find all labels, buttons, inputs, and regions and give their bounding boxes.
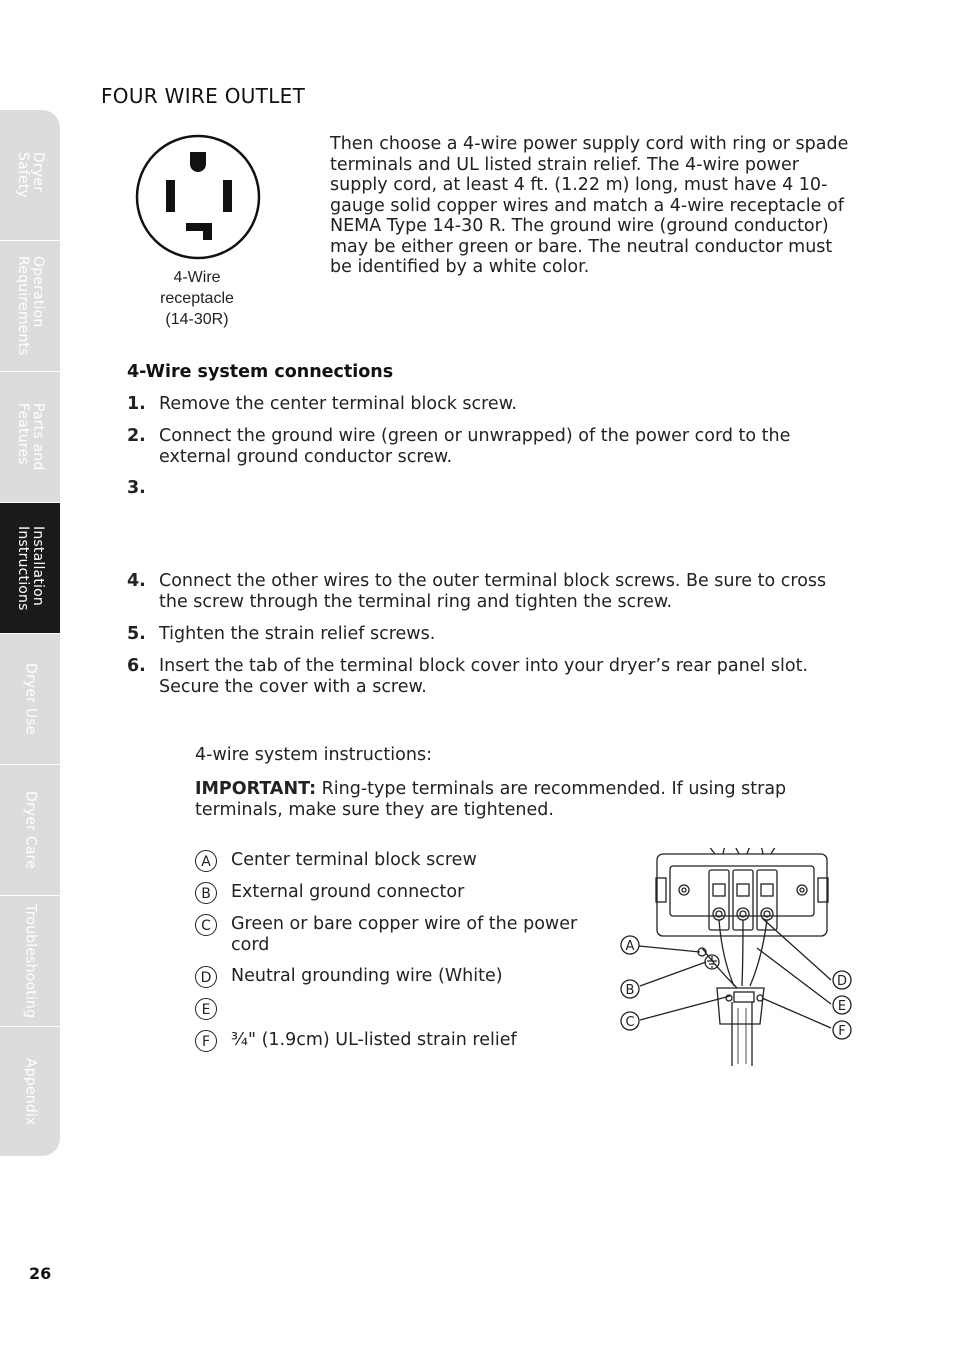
page-number: 26 bbox=[29, 1264, 52, 1283]
callout-e: E bbox=[837, 999, 847, 1014]
instructions-heading: 4-wire system instructions: bbox=[195, 745, 432, 765]
tab-operation-requirements[interactable] bbox=[0, 241, 60, 372]
important-note bbox=[195, 779, 835, 820]
legend-letter: E bbox=[195, 998, 217, 1020]
important-label: IMPORTANT: bbox=[195, 779, 317, 799]
step-text: Remove the center terminal block screw. bbox=[159, 394, 517, 414]
legend-item bbox=[195, 914, 585, 955]
callout-d: D bbox=[836, 974, 848, 989]
tab-label: Dryer Safety bbox=[15, 152, 46, 198]
legend-text: Green or bare copper wire of the power cord bbox=[231, 914, 578, 955]
step-item bbox=[127, 624, 857, 645]
legend-letter: F bbox=[195, 1030, 217, 1052]
step-text: Insert the tab of the terminal block cover into your dryer’s rear panel slot. Secure the cover with a screw. bbox=[159, 656, 809, 697]
tab-label: Appendix bbox=[22, 1058, 39, 1126]
step-text: Tighten the strain relief screws. bbox=[159, 624, 436, 644]
tab-dryer-use[interactable] bbox=[0, 634, 60, 765]
callout-a: A bbox=[625, 939, 635, 954]
legend-text: Center terminal block screw bbox=[231, 850, 477, 870]
section-title: FOUR WIRE OUTLET bbox=[101, 84, 306, 108]
legend-item bbox=[195, 882, 585, 903]
intro-paragraph: Then choose a 4-wire power supply cord with ring or spade terminals and UL listed strain relief. The 4-wire power supply cord, at least 4 ft. (1.22 m) long, must have 4 10-gauge solid copper wires and match a 4-wire receptacle of NEMA Type 14-30 R. The ground wire (ground conductor) may be either green or bare. The neutral conductor must be identified by a white color. bbox=[330, 134, 849, 277]
important-text: Ring-type terminals are recommended. If using strap terminals, make sure they are tightened. bbox=[195, 779, 787, 820]
tab-installation-instructions[interactable] bbox=[0, 503, 60, 634]
tab-label: Parts and Features bbox=[15, 403, 46, 471]
terminal-block-wiring-diagram bbox=[612, 848, 860, 1070]
callout-b: B bbox=[625, 983, 635, 998]
four-wire-receptacle-illustration bbox=[134, 134, 262, 262]
side-navigation-tabs bbox=[0, 110, 60, 1156]
legend-text: External ground connector bbox=[231, 882, 465, 902]
step-item bbox=[127, 426, 857, 467]
step-number: 2. bbox=[127, 426, 146, 446]
legend-text: ¾" (1.9cm) UL-listed strain relief bbox=[231, 1030, 517, 1050]
step-item bbox=[127, 656, 857, 697]
connections-heading: 4-Wire system connections bbox=[127, 362, 394, 382]
legend-item bbox=[195, 1030, 585, 1051]
step-item bbox=[127, 394, 857, 415]
tab-label: Troubleshooting bbox=[22, 903, 39, 1019]
step-text: Connect the ground wire (green or unwrapped) of the power cord to the external ground conductor screw. bbox=[159, 426, 791, 467]
callout-f: F bbox=[838, 1024, 846, 1039]
legend-letter: D bbox=[195, 966, 217, 988]
tab-label: Dryer Care bbox=[22, 790, 39, 870]
tab-dryer-care[interactable] bbox=[0, 765, 60, 896]
caption-line: 4-Wire bbox=[173, 269, 221, 286]
legend-item bbox=[195, 850, 585, 871]
tab-label: Operation Requirements bbox=[15, 256, 46, 356]
receptacle-caption bbox=[140, 267, 254, 330]
step-number: 4. bbox=[127, 571, 146, 591]
legend-text: Neutral grounding wire (White) bbox=[231, 966, 503, 986]
legend-letter: A bbox=[195, 850, 217, 872]
step-item bbox=[127, 571, 857, 612]
legend-letter: B bbox=[195, 882, 217, 904]
caption-line: (14-30R) bbox=[165, 311, 229, 328]
step-number: 5. bbox=[127, 624, 146, 644]
step-text: Connect the other wires to the outer terminal block screws. Be sure to cross the screw through the terminal ring and tighten the screw. bbox=[159, 571, 827, 612]
caption-line: receptacle bbox=[160, 290, 234, 307]
step-number: 3. bbox=[127, 478, 146, 498]
tab-dryer-safety[interactable] bbox=[0, 110, 60, 241]
tab-parts-and-features[interactable] bbox=[0, 372, 60, 503]
tab-appendix[interactable] bbox=[0, 1027, 60, 1156]
step-number: 6. bbox=[127, 656, 146, 676]
tab-troubleshooting[interactable] bbox=[0, 896, 60, 1027]
tab-label: Installation Instructions bbox=[15, 525, 46, 611]
step-number: 1. bbox=[127, 394, 146, 414]
callout-c: C bbox=[625, 1015, 635, 1030]
tab-label: Dryer Use bbox=[22, 663, 39, 735]
legend-item bbox=[195, 966, 585, 987]
legend-letter: C bbox=[195, 914, 217, 936]
